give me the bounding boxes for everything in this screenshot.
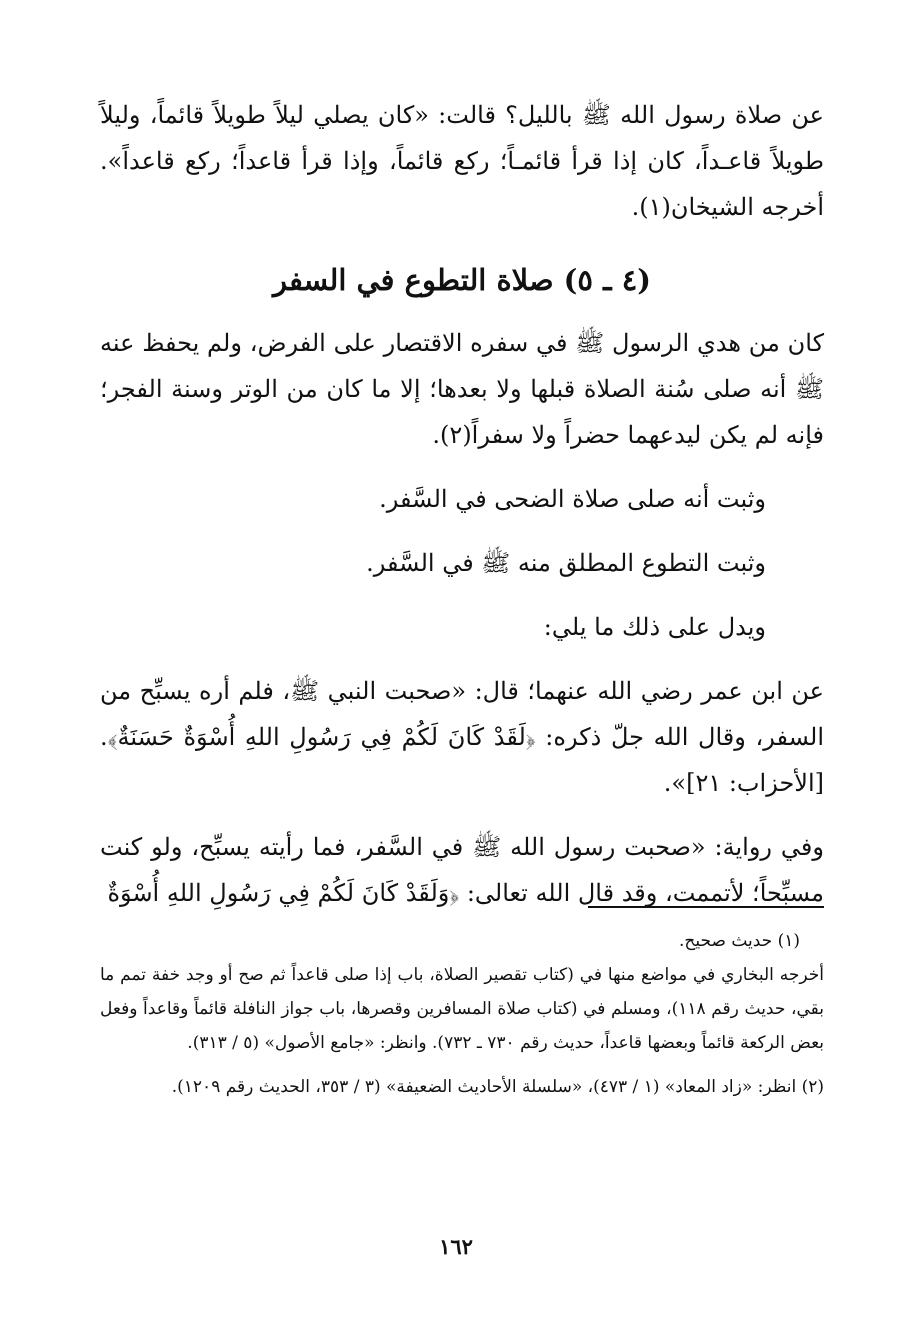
footnote-2: (٢) انظر: «زاد المعاد» (١ / ٤٧٣)، «سلسلة الأحاديث الضعيفة» (٣ / ٣٥٣، الحديث رقم ١٢٠٩). <box>171 1077 824 1097</box>
footnote-1-heading: (١) حديث صحيح. <box>679 931 800 951</box>
main-text <box>100 92 824 916</box>
paragraph-another-narration: وفي رواية: «صحبت رسول الله ﷺ في السَّفر، فما رأيته يسبِّح، ولو كنت مسبِّحاً؛ لأتممت، وقد قال الله تعالى: ﴿وَلَقَدْ كَانَ لَكُمْ فِي رَسُولِ اللهِ أُسْوَةٌ <box>100 833 824 907</box>
paragraph-no-sunnah-in-travel: كان من هدي الرسول ﷺ في سفره الاقتصار على الفرض، ولم يحفظ عنه ﷺ أنه صلى سُنة الصلاة قبلها ولا بعدها؛ إلا ما كان من الوتر وسنة الفجر؛ فإنه لم يكن ليدعهما حضراً ولا سفراً(٢). <box>100 329 824 449</box>
paragraph-voluntary-prayer: وثبت التطوع المطلق منه ﷺ في السَّفر. <box>366 549 766 577</box>
top-paragraph: عن صلاة رسول الله ﷺ بالليل؟ قالت: «كان يصلي ليلاً طويلاً قائماً، وليلاً طويلاً قاعـداً، كان إذا قرأ قائمـاً؛ ركع قائماً، وإذا قرأ قاعداً؛ ركع قاعداً». أخرجه الشيخان(١). <box>100 101 824 221</box>
paragraph-evidence-intro: ويدل على ذلك ما يلي: <box>543 613 766 641</box>
paragraph-ibn-umar-hadith: عن ابن عمر رضي الله عنهما؛ قال: «صحبت النبي ﷺ، فلم أره يسبِّح من السفر، وقال الله جلّ ذكره: ﴿لَقَدْ كَانَ لَكُمْ فِي رَسُولِ اللهِ أُسْوَةٌ حَسَنَةٌ﴾. [الأحزاب: ٢١]». <box>100 677 824 797</box>
footnote-1-body: أخرجه البخاري في مواضع منها في (كتاب تقصير الصلاة، باب إذا صلى قاعداً ثم صح أو وجد خفة تمم ما بقي، حديث رقم ١١٨)، ومسلم في (كتاب صلاة المسافرين وقصرها، باب جواز النافلة قائماً وقاعداً وفعل بعض الركعة قائماً وبعضها قاعداً، حديث رقم ٧٣٠ ـ ٧٣٢). وانظر: «جامع الأصول» (٥ / ٣١٣). <box>100 965 824 1053</box>
footnotes <box>100 924 824 1104</box>
paragraph-duha-prayer: وثبت أنه صلى صلاة الضحى في السَّفر. <box>379 485 766 513</box>
footnote-divider <box>588 906 824 908</box>
page-number: ١٦٢ <box>439 1234 473 1259</box>
section-heading: (٤ ـ ٥) صلاة التطوع في السفر <box>272 263 651 297</box>
